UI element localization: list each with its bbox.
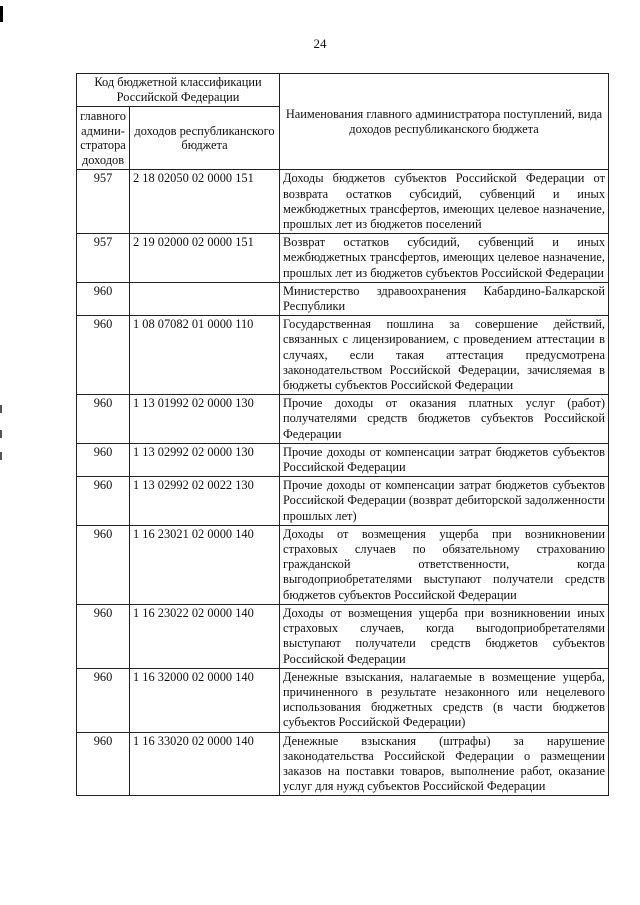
income-name-cell: Прочие доходы от компенсации затрат бюджетов субъектов Российской Федерации [280, 443, 609, 476]
income-name-cell: Министерство здравоохранения Кабардино-Балкарской Республики [280, 282, 609, 315]
admin-code-cell: 960 [77, 316, 130, 395]
income-code-cell [130, 282, 280, 315]
admin-code-cell: 960 [77, 732, 130, 796]
income-name-cell: Прочие доходы от компенсации затрат бюджетов субъектов Российской Федерации (возврат дебиторской задолженности прошлых лет) [280, 477, 609, 526]
income-name-cell: Доходы от возмещения ущерба при возникновении страховых случаев по обязательному страхованию гражданской ответственности, когда выгодоприобретателями выступают получатели средств бюджетов субъектов Российской Федерации [280, 525, 609, 604]
income-code-cell: 1 16 33020 02 0000 140 [130, 732, 280, 796]
income-code-cell: 1 16 23021 02 0000 140 [130, 525, 280, 604]
admin-code-cell: 960 [77, 477, 130, 526]
table-row [77, 282, 609, 315]
income-name-cell: Государственная пошлина за совершение действий, связанных с лицензированием, с проведением аттестации в случаях, если такая аттестация предусмотрена законодательством Российской Федерации, зачисляемая в бюджеты субъектов Российской Федерации [280, 316, 609, 395]
income-code-cell: 1 13 02992 02 0022 130 [130, 477, 280, 526]
header-administrator-name: Наименования главного администратора поступлений, вида доходов республиканского бюджета [280, 74, 609, 170]
table-row [77, 525, 609, 604]
table-row [77, 395, 609, 444]
income-code-cell: 1 13 02992 02 0000 130 [130, 443, 280, 476]
table-row [77, 668, 609, 732]
table-row [77, 170, 609, 234]
header-republican-budget-income: доходов республиканского бюджета [130, 107, 280, 170]
admin-code-cell: 957 [77, 170, 130, 234]
income-name-cell: Прочие доходы от оказания платных услуг (работ) получателями средств бюджетов субъектов Российской Федерации [280, 395, 609, 444]
table-row [77, 316, 609, 395]
edge-tick-mark [0, 405, 2, 413]
income-name-cell: Доходы бюджетов субъектов Российской Федерации от возврата остатков субсидий, субвенций и иных межбюджетных трансфертов, имеющих целевое назначение, прошлых лет из бюджетов поселений [280, 170, 609, 234]
header-main-administrator: главного админи- стратора доходов [77, 107, 130, 170]
table-row [77, 732, 609, 796]
edge-tick-mark [0, 452, 2, 460]
binding-edge-mark [0, 6, 3, 22]
income-code-cell: 2 18 02050 02 0000 151 [130, 170, 280, 234]
admin-code-cell: 957 [77, 234, 130, 283]
income-code-cell: 1 16 32000 02 0000 140 [130, 668, 280, 732]
table-body [77, 170, 609, 796]
table-row [77, 234, 609, 283]
table-row [77, 604, 609, 668]
header-budget-classification-code: Код бюджетной классификации Российской Федерации [77, 74, 280, 107]
edge-tick-mark [0, 430, 2, 438]
income-code-cell: 1 08 07082 01 0000 110 [130, 316, 280, 395]
admin-code-cell: 960 [77, 395, 130, 444]
income-name-cell: Денежные взыскания (штрафы) за нарушение законодательства Российской Федерации о размещении заказов на поставки товаров, выполнение работ, оказание услуг для нужд субъектов Российской Федерации [280, 732, 609, 796]
income-name-cell: Возврат остатков субсидий, субвенций и иных межбюджетных трансфертов, имеющих целевое назначение, прошлых лет из бюджетов субъектов Российской Федерации [280, 234, 609, 283]
admin-code-cell: 960 [77, 525, 130, 604]
income-code-cell: 1 16 23022 02 0000 140 [130, 604, 280, 668]
income-code-cell: 2 19 02000 02 0000 151 [130, 234, 280, 283]
budget-classification-table [76, 73, 609, 796]
table-header [77, 74, 609, 170]
table-row [77, 477, 609, 526]
admin-code-cell: 960 [77, 443, 130, 476]
income-code-cell: 1 13 01992 02 0000 130 [130, 395, 280, 444]
income-name-cell: Денежные взыскания, налагаемые в возмещение ущерба, причиненного в результате незаконного или нецелевого использования бюджетных средств (в части бюджетов субъектов Российской Федерации) [280, 668, 609, 732]
admin-code-cell: 960 [77, 282, 130, 315]
page-number: 24 [313, 36, 327, 51]
admin-code-cell: 960 [77, 668, 130, 732]
income-name-cell: Доходы от возмещения ущерба при возникновении иных страховых случаев, когда выгодоприобретателями выступают получатели средств бюджетов субъектов Российской Федерации [280, 604, 609, 668]
table-row [77, 443, 609, 476]
admin-code-cell: 960 [77, 604, 130, 668]
